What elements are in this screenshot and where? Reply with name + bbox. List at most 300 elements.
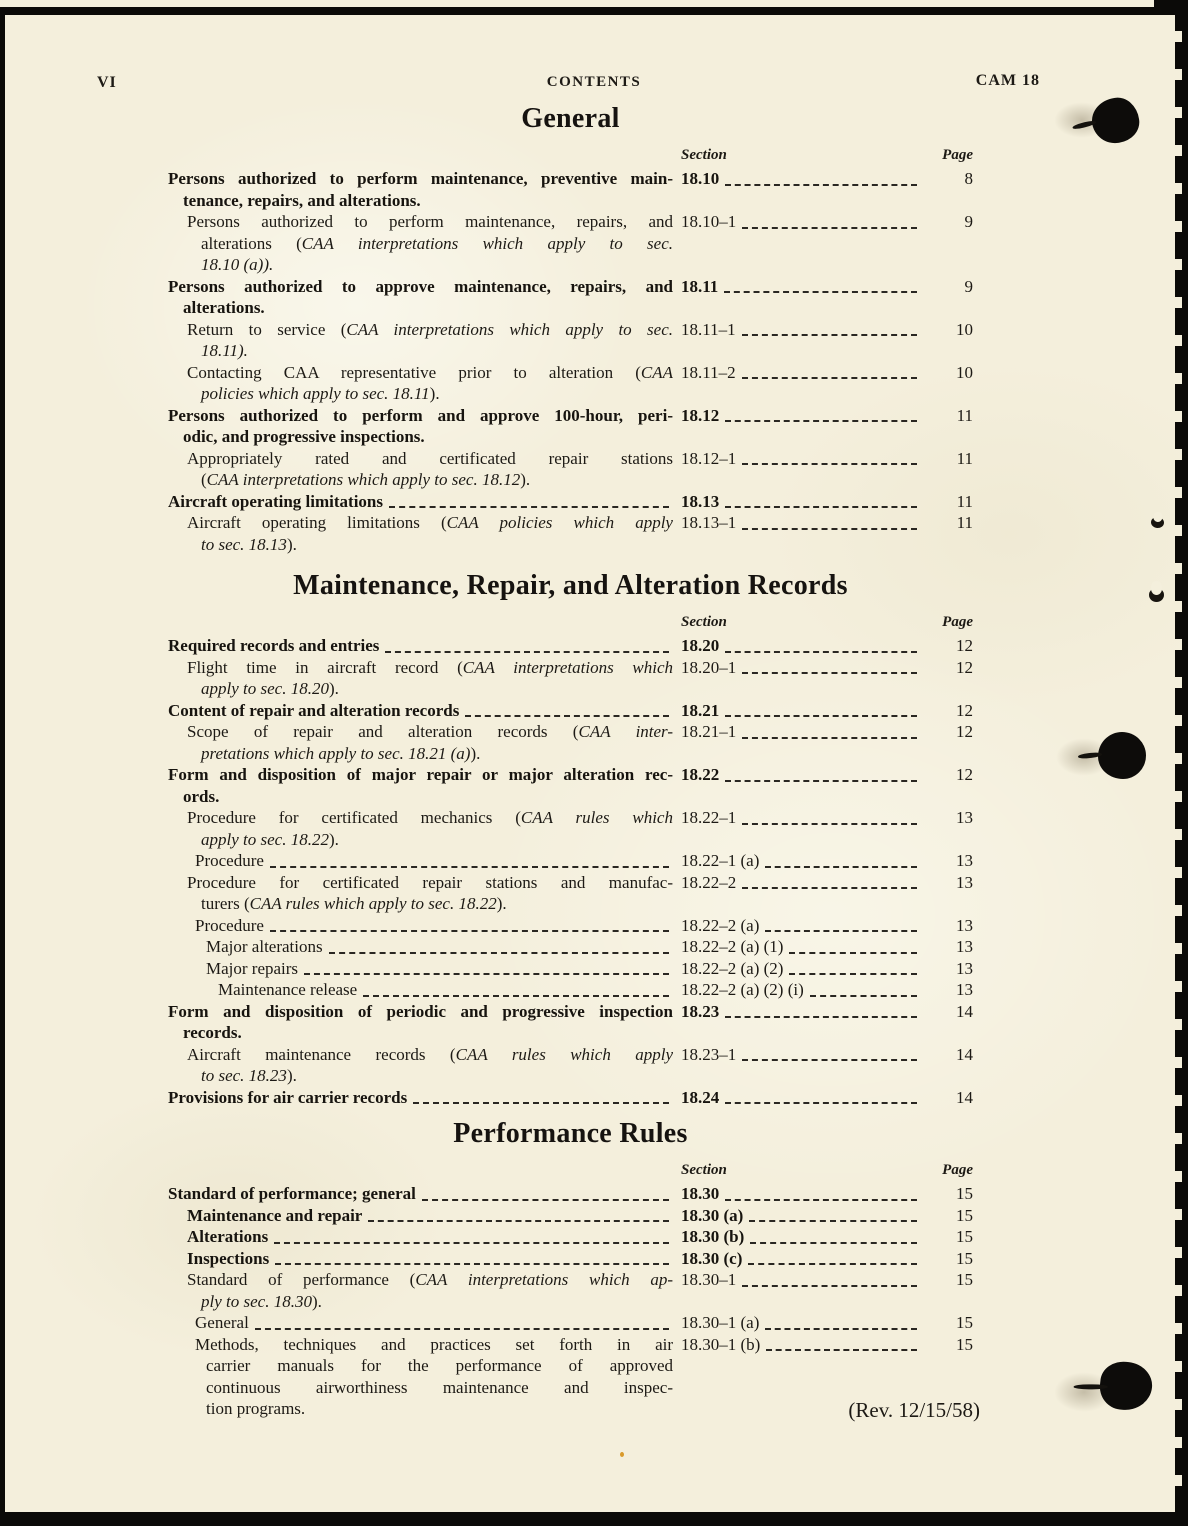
section-cell bbox=[681, 319, 921, 341]
text-run: ). bbox=[470, 743, 481, 763]
text-run: Form and disposition of periodic and progressive inspection bbox=[168, 1001, 673, 1021]
dot-leader bbox=[742, 377, 917, 379]
entry-title bbox=[168, 1183, 673, 1205]
dot-leader bbox=[255, 1328, 669, 1330]
entry-title-text: Major repairs bbox=[206, 958, 299, 978]
entry-title bbox=[168, 936, 673, 958]
page-number: 10 bbox=[956, 319, 973, 339]
dot-leader bbox=[742, 1059, 917, 1061]
dot-leader bbox=[725, 715, 917, 717]
section-cell bbox=[681, 1312, 921, 1334]
dot-leader bbox=[742, 1285, 917, 1287]
page-number: 15 bbox=[956, 1248, 973, 1268]
entry-title bbox=[168, 1312, 673, 1334]
ink-check-mark bbox=[1151, 517, 1165, 529]
entry-title bbox=[168, 405, 673, 448]
text-run: records. bbox=[183, 1023, 242, 1042]
entry-title-line bbox=[187, 362, 673, 384]
entry-title-line bbox=[187, 1269, 673, 1291]
section-number: 18.21 bbox=[681, 700, 720, 720]
italic-run: policies which apply to sec. 18.11 bbox=[201, 384, 430, 403]
toc-entry-row bbox=[168, 657, 973, 700]
section-number: 18.13 bbox=[681, 491, 720, 511]
entry-title bbox=[168, 319, 673, 362]
punch-hole bbox=[1098, 732, 1146, 779]
entry-title bbox=[168, 721, 673, 764]
page-number: 11 bbox=[956, 405, 973, 425]
text-run: Flight time in aircraft record ( bbox=[187, 657, 463, 677]
page-cell bbox=[929, 807, 973, 829]
section-number: 18.22–2 (a) (2) bbox=[681, 958, 784, 978]
toc-section bbox=[168, 569, 973, 1108]
entry-title bbox=[168, 1001, 673, 1044]
dot-leader bbox=[329, 952, 669, 954]
entry-title-line bbox=[168, 276, 673, 298]
section-cell bbox=[681, 958, 921, 980]
section-cell bbox=[681, 915, 921, 937]
toc-entry-row bbox=[168, 872, 973, 915]
toc-entry-row bbox=[168, 1248, 973, 1270]
page-cell bbox=[929, 211, 973, 233]
section-cell bbox=[681, 1248, 921, 1270]
section-cell bbox=[681, 1183, 921, 1205]
entry-title-line bbox=[201, 340, 673, 362]
dot-leader bbox=[725, 420, 917, 422]
text-run: odic, and progressive inspections. bbox=[183, 427, 425, 446]
toc-entry-row bbox=[168, 721, 973, 764]
toc-entry-row bbox=[168, 491, 973, 513]
entry-title bbox=[168, 807, 673, 850]
page-number: 13 bbox=[956, 808, 973, 827]
section-cell bbox=[681, 936, 921, 958]
entry-title-line bbox=[187, 211, 673, 233]
page-cell bbox=[929, 764, 973, 786]
section-cell bbox=[681, 512, 921, 534]
entry-title-line bbox=[206, 1355, 673, 1377]
page-number: 15 bbox=[956, 1313, 973, 1332]
section-number: 18.22–2 (a) (1) bbox=[681, 937, 784, 956]
section-cell bbox=[681, 491, 921, 513]
section-number: 18.23 bbox=[681, 1001, 720, 1021]
page-cell bbox=[929, 1001, 973, 1023]
text-run: carrier manuals for the performance of approved bbox=[206, 1356, 673, 1375]
dot-leader bbox=[742, 227, 917, 229]
column-headers bbox=[168, 145, 973, 165]
text-run: ). bbox=[311, 1291, 322, 1311]
section-number: 18.30 bbox=[681, 1184, 720, 1203]
page-cell bbox=[929, 319, 973, 341]
toc-entry-row bbox=[168, 1205, 973, 1227]
entry-title bbox=[168, 448, 673, 491]
section-cell bbox=[681, 1205, 921, 1227]
revision-date: (Rev. 12/15/58) bbox=[848, 1398, 980, 1422]
section-cell bbox=[681, 1334, 921, 1356]
text-run: Aircraft operating limitations ( bbox=[187, 513, 447, 532]
entry-title bbox=[168, 1087, 673, 1109]
text-run: Procedure for certificated repair stations and manufac- bbox=[187, 872, 673, 892]
page-number: 15 bbox=[956, 1205, 973, 1225]
page-cell bbox=[929, 635, 973, 657]
page-cell bbox=[929, 276, 973, 298]
section-number: 18.11 bbox=[681, 276, 719, 296]
page-number: 12 bbox=[956, 765, 973, 784]
scan-edge-right bbox=[1175, 4, 1188, 1526]
italic-run: CAA interpretations which bbox=[462, 657, 673, 677]
text-run: Methods, techniques and practices set forth in air bbox=[195, 1334, 673, 1354]
page-number: 12 bbox=[956, 700, 973, 720]
page-cell bbox=[929, 168, 973, 190]
section-column-label: Section bbox=[681, 147, 727, 163]
page-cell bbox=[929, 448, 973, 470]
toc-section bbox=[168, 102, 973, 555]
toc-entry-row bbox=[168, 764, 973, 807]
page-number: 13 bbox=[956, 937, 973, 956]
toc-entry-row bbox=[168, 915, 973, 937]
entry-title-line bbox=[201, 383, 673, 405]
entry-title bbox=[168, 979, 673, 1001]
text-run: ). bbox=[496, 894, 507, 913]
page-number: 14 bbox=[956, 1044, 973, 1064]
entry-title-line bbox=[201, 678, 673, 700]
entry-title bbox=[168, 915, 673, 937]
text-run: ords. bbox=[183, 786, 220, 806]
entry-title-line bbox=[183, 1022, 673, 1044]
entry-title-text: Aircraft operating limitations bbox=[168, 491, 383, 511]
entry-title bbox=[168, 958, 673, 980]
page-cell bbox=[929, 721, 973, 743]
page-column-label: Page bbox=[942, 614, 973, 630]
entry-title-line bbox=[201, 893, 673, 915]
text-run: ). bbox=[429, 384, 440, 403]
dot-leader bbox=[304, 973, 669, 975]
entry-title bbox=[168, 168, 673, 211]
text-run: Standard of performance ( bbox=[187, 1270, 416, 1289]
section-number: 18.22–1 (a) bbox=[681, 851, 760, 870]
dot-leader bbox=[765, 930, 917, 932]
section-cell bbox=[681, 1001, 921, 1023]
page-cell bbox=[929, 1226, 973, 1248]
section-heading: General bbox=[521, 103, 620, 134]
entry-title-line bbox=[201, 829, 673, 851]
entry-title-line bbox=[195, 1334, 673, 1356]
italic-run: apply to sec. 18.22 bbox=[201, 829, 329, 849]
entry-title bbox=[168, 276, 673, 319]
toc-entry-row bbox=[168, 635, 973, 657]
dot-leader bbox=[385, 651, 669, 653]
section-cell bbox=[681, 721, 921, 743]
column-headers bbox=[168, 1160, 973, 1180]
page-number: 13 bbox=[956, 851, 973, 870]
section-number: 18.22–2 (a) (2) (i) bbox=[681, 980, 804, 999]
entry-title-text: Standard of performance; general bbox=[168, 1184, 416, 1203]
section-number: 18.22–2 bbox=[681, 872, 737, 892]
entry-title-line bbox=[206, 1398, 673, 1420]
toc-entry-row bbox=[168, 1269, 973, 1312]
section-number: 18.30 (b) bbox=[681, 1227, 745, 1246]
text-run: ). bbox=[286, 1066, 297, 1085]
text-run: Return to service ( bbox=[187, 319, 347, 339]
dot-leader bbox=[725, 1016, 917, 1018]
italic-run: to sec. 18.13 bbox=[201, 534, 287, 554]
page-cell bbox=[929, 1044, 973, 1066]
italic-run: CAA bbox=[640, 362, 673, 382]
dot-leader bbox=[274, 1242, 669, 1244]
text-run: Contacting CAA representative prior to alteration ( bbox=[187, 362, 641, 382]
page-number: 15 bbox=[956, 1334, 973, 1354]
text-run: Procedure for certificated mechanics ( bbox=[187, 808, 521, 827]
entry-title-line bbox=[187, 872, 673, 894]
page-number: 11 bbox=[956, 448, 973, 468]
entry-title-text: Procedure bbox=[195, 915, 264, 935]
page-cell bbox=[929, 512, 973, 534]
italic-run: CAA rules which bbox=[520, 808, 673, 827]
entry-title-line bbox=[201, 254, 673, 276]
toc-entry-row bbox=[168, 1044, 973, 1087]
dot-leader bbox=[742, 672, 917, 674]
toc-entry-row bbox=[168, 1183, 973, 1205]
entry-title-line bbox=[168, 1001, 673, 1023]
section-cell bbox=[681, 168, 921, 190]
text-run: Form and disposition of major repair or major alteration rec- bbox=[168, 765, 673, 784]
section-cell bbox=[681, 1226, 921, 1248]
section-number: 18.22–1 bbox=[681, 808, 737, 827]
toc-entry-row bbox=[168, 448, 973, 491]
text-run: ). bbox=[520, 470, 531, 489]
page-column-label: Page bbox=[942, 1162, 973, 1178]
page-number: 12 bbox=[956, 722, 973, 741]
page-number: 9 bbox=[964, 276, 973, 296]
toc-entry-row bbox=[168, 850, 973, 872]
dot-leader bbox=[742, 823, 917, 825]
section-cell bbox=[681, 872, 921, 894]
dot-leader bbox=[742, 334, 917, 336]
toc-entry-row bbox=[168, 319, 973, 362]
page-cell bbox=[929, 936, 973, 958]
toc-entry-row bbox=[168, 979, 973, 1001]
page-number: 15 bbox=[956, 1184, 973, 1203]
page-cell bbox=[929, 1334, 973, 1356]
toc-entry-row bbox=[168, 168, 973, 211]
entry-title-line bbox=[183, 297, 673, 319]
dot-leader bbox=[270, 930, 669, 932]
page-header bbox=[0, 72, 1188, 94]
entry-title-text: Maintenance and repair bbox=[187, 1205, 363, 1225]
text-run: Persons authorized to approve maintenance, repairs, and bbox=[168, 276, 673, 296]
dot-leader bbox=[363, 995, 669, 997]
page-cell bbox=[929, 1183, 973, 1205]
section-cell bbox=[681, 276, 921, 298]
page-number: 13 bbox=[956, 872, 973, 892]
page-cell bbox=[929, 491, 973, 513]
entry-title bbox=[168, 872, 673, 915]
text-run: Persons authorized to perform and approve 100-hour, peri- bbox=[168, 405, 673, 425]
entry-title-line bbox=[168, 168, 673, 190]
entry-title bbox=[168, 1334, 673, 1420]
toc-entry-row bbox=[168, 1226, 973, 1248]
section-number: 18.24 bbox=[681, 1087, 720, 1107]
dot-leader bbox=[789, 952, 917, 954]
toc-entry-row bbox=[168, 512, 973, 555]
italic-run: 18.11). bbox=[201, 341, 248, 360]
section-cell bbox=[681, 979, 921, 1001]
text-run: Appropriately rated and certificated repair stations bbox=[187, 448, 673, 468]
entry-title-text: Procedure bbox=[195, 851, 264, 870]
entry-title bbox=[168, 764, 673, 807]
section-number: 18.12–1 bbox=[681, 448, 737, 468]
dot-leader bbox=[725, 1102, 917, 1104]
dot-leader bbox=[725, 1199, 917, 1201]
page-cell bbox=[929, 850, 973, 872]
page-cell bbox=[929, 1312, 973, 1334]
entry-title bbox=[168, 362, 673, 405]
dot-leader bbox=[810, 995, 917, 997]
page-number: 13 bbox=[956, 915, 973, 935]
entry-title bbox=[168, 1226, 673, 1248]
entry-title bbox=[168, 491, 673, 513]
text-run: tion programs. bbox=[206, 1399, 306, 1418]
dot-leader bbox=[724, 291, 917, 293]
dot-leader bbox=[742, 463, 917, 465]
toc-entry-row bbox=[168, 700, 973, 722]
dot-leader bbox=[725, 184, 917, 186]
dot-leader bbox=[465, 715, 669, 717]
italic-run: CAA rules which apply to sec. 18.22 bbox=[249, 894, 497, 913]
toc-entry-row bbox=[168, 936, 973, 958]
section-cell bbox=[681, 807, 921, 829]
dot-leader bbox=[422, 1199, 669, 1201]
entry-title-text: General bbox=[195, 1313, 249, 1332]
italic-run: CAA rules which apply bbox=[455, 1044, 673, 1064]
entry-title bbox=[168, 1269, 673, 1312]
entry-title-line bbox=[201, 743, 673, 765]
ink-check-mark bbox=[1149, 588, 1164, 602]
entry-title-text: Maintenance release bbox=[218, 980, 358, 999]
entry-title-line bbox=[187, 807, 673, 829]
toc-entry-row bbox=[168, 1001, 973, 1044]
toc-section bbox=[168, 1117, 973, 1420]
section-number: 18.10–1 bbox=[681, 212, 737, 231]
section-cell bbox=[681, 211, 921, 233]
page-number: 14 bbox=[956, 1001, 973, 1021]
entry-title-line bbox=[187, 657, 673, 679]
section-number: 18.11–2 bbox=[681, 362, 736, 382]
section-number: 18.13–1 bbox=[681, 513, 737, 532]
page-cell bbox=[929, 915, 973, 937]
toc-entry-row bbox=[168, 276, 973, 319]
section-heading: Maintenance, Repair, and Alteration Records bbox=[293, 570, 848, 601]
section-number: 18.30–1 (b) bbox=[681, 1334, 761, 1354]
italic-run: CAA interpretations which apply to sec. bbox=[301, 233, 673, 253]
section-heading: Performance Rules bbox=[453, 1118, 688, 1149]
page-number: 9 bbox=[964, 212, 973, 231]
entry-title-line bbox=[187, 448, 673, 470]
section-cell bbox=[681, 362, 921, 384]
text-run: ). bbox=[328, 829, 339, 849]
text-run: turers ( bbox=[201, 894, 250, 913]
entry-title-line bbox=[201, 534, 673, 556]
page-cell bbox=[929, 1248, 973, 1270]
section-cell bbox=[681, 448, 921, 470]
italic-run: CAA policies which apply bbox=[446, 513, 673, 532]
dot-leader bbox=[389, 506, 669, 508]
text-run: ). bbox=[286, 534, 297, 554]
section-cell bbox=[681, 700, 921, 722]
entry-title-line bbox=[201, 469, 673, 491]
section-cell bbox=[681, 764, 921, 786]
toc-entry-row bbox=[168, 362, 973, 405]
dot-leader bbox=[725, 506, 917, 508]
italic-run: ply to sec. 18.30 bbox=[201, 1291, 312, 1311]
entry-title-line bbox=[201, 1065, 673, 1087]
entry-title-line bbox=[187, 319, 673, 341]
entry-title bbox=[168, 700, 673, 722]
entry-title-text: Provisions for air carrier records bbox=[168, 1087, 408, 1107]
dot-leader bbox=[766, 1349, 917, 1351]
toc-entry-row bbox=[168, 211, 973, 276]
entry-title bbox=[168, 850, 673, 872]
dot-leader bbox=[750, 1242, 917, 1244]
entry-title-line bbox=[201, 233, 673, 255]
dot-leader bbox=[748, 1263, 917, 1265]
entry-title bbox=[168, 657, 673, 700]
dot-leader bbox=[749, 1220, 917, 1222]
section-number: 18.30–1 bbox=[681, 1270, 737, 1289]
entry-title-line bbox=[183, 786, 673, 808]
section-number: 18.30–1 (a) bbox=[681, 1313, 760, 1332]
entry-title-line bbox=[183, 426, 673, 448]
toc-entry-row bbox=[168, 807, 973, 850]
scan-edge-left bbox=[0, 13, 5, 1526]
section-cell bbox=[681, 405, 921, 427]
dot-leader bbox=[765, 866, 917, 868]
folio-number: VI bbox=[97, 74, 117, 91]
section-cell bbox=[681, 657, 921, 679]
page-column-label: Page bbox=[942, 147, 973, 163]
entry-title-line bbox=[168, 764, 673, 786]
italic-run: apply to sec. 18.20 bbox=[201, 679, 329, 698]
toc-entry-row bbox=[168, 958, 973, 980]
dot-leader bbox=[742, 887, 917, 889]
italic-run: CAA interpretations which apply to sec. 18.12 bbox=[206, 470, 521, 489]
entry-title-text: Major alterations bbox=[206, 937, 323, 956]
page-cell bbox=[929, 657, 973, 679]
italic-run: 18.10 (a)). bbox=[201, 255, 274, 274]
section-number: 18.10 bbox=[681, 169, 720, 188]
entry-title bbox=[168, 1044, 673, 1087]
page-number: 13 bbox=[956, 980, 973, 999]
page-number: 14 bbox=[956, 1087, 973, 1107]
text-run: Persons authorized to perform maintenance, repairs, and bbox=[187, 212, 673, 231]
section-number: 18.30 (a) bbox=[681, 1205, 744, 1225]
italic-run: pretations which apply to sec. 18.21 (a) bbox=[201, 743, 471, 763]
text-run: tenance, repairs, and alterations. bbox=[183, 190, 421, 210]
page-number: 12 bbox=[956, 657, 973, 677]
dot-leader bbox=[270, 866, 669, 868]
toc-entry-row bbox=[168, 405, 973, 448]
text-run: Aircraft maintenance records ( bbox=[187, 1044, 456, 1064]
dot-leader bbox=[765, 1328, 917, 1330]
page-number: 12 bbox=[956, 636, 973, 655]
page-number: 13 bbox=[956, 958, 973, 978]
dot-leader bbox=[725, 651, 917, 653]
dot-leader bbox=[789, 973, 917, 975]
page-cell bbox=[929, 405, 973, 427]
section-number: 18.20 bbox=[681, 636, 720, 655]
page-cell bbox=[929, 872, 973, 894]
entry-title-line bbox=[183, 190, 673, 212]
entry-title-line bbox=[187, 1044, 673, 1066]
section-column-label: Section bbox=[681, 614, 727, 630]
